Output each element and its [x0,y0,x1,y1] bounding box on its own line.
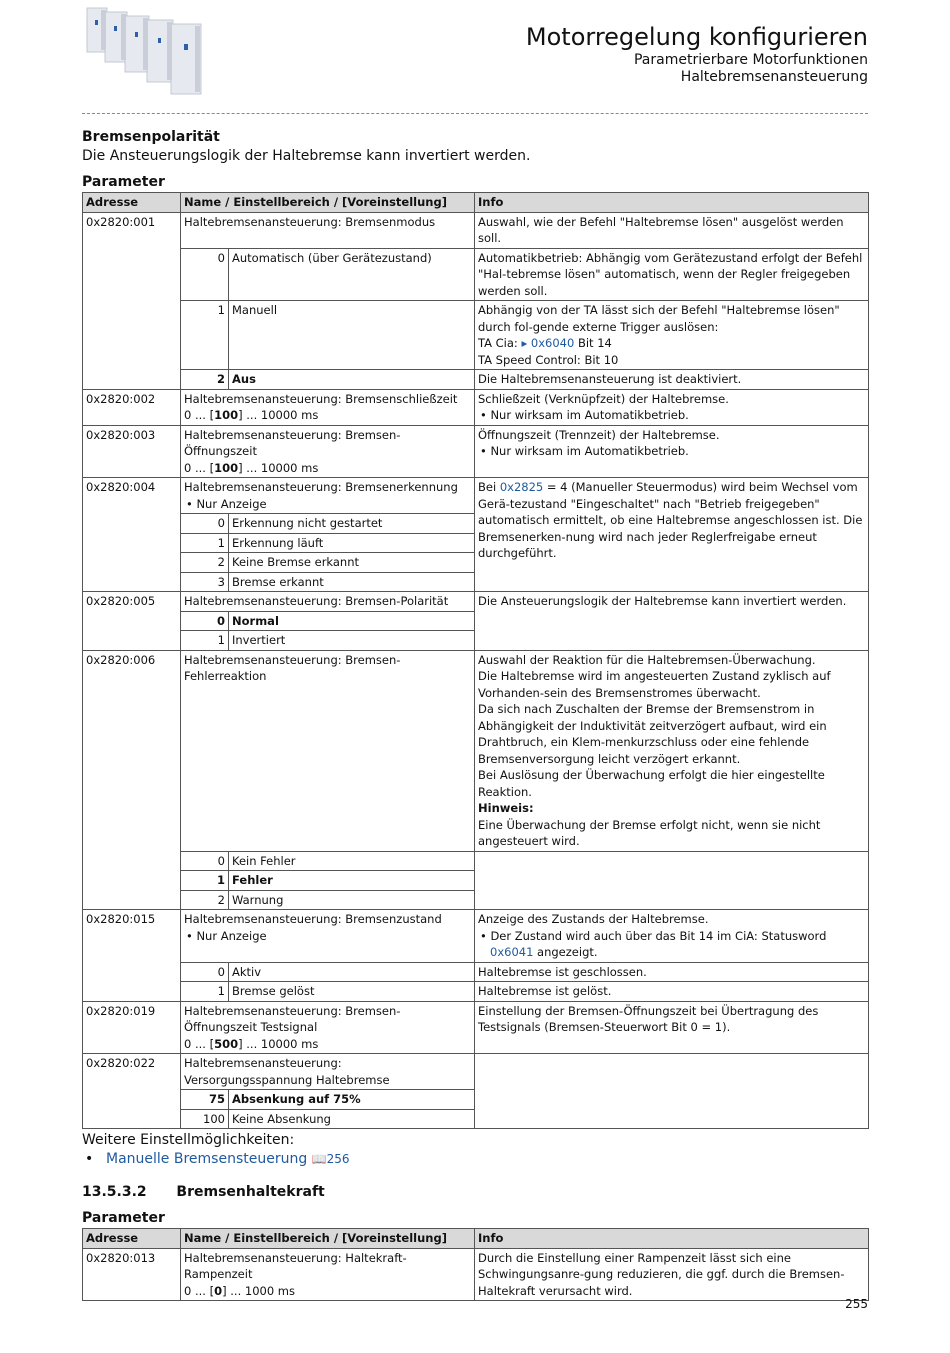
link-0x6040[interactable]: ▸ 0x6040 [521,336,575,350]
name-cell: Haltebremsenansteuerung: Bremsenmodus [181,212,475,248]
option-value: 0 [181,611,229,631]
option-label: Keine Bremse erkannt [229,553,475,573]
bit-label: Bit 14 [577,336,612,350]
table-row [83,212,869,248]
parameter-table-2 [82,1228,869,1301]
param-name: Haltebremsenansteuerung: Bremsen-Öffnungszeit Testsignal [184,1003,401,1034]
info-text: Öffnungszeit (Trennzeit) der Haltebremse. [478,427,720,442]
subsection-number: 13.5.3.2 [82,1184,147,1200]
option-value: 1 [181,631,229,651]
table-row [83,1248,869,1301]
parameter-heading: Parameter [82,1210,165,1226]
option-label: Kein Fehler [229,851,475,871]
option-info: Automatikbetrieb: Abhängig vom Gerätezustand erfolgt der Befehl "Hal-tebremse lösen" automatisch, wenn der Regler freigegeben werden soll. [475,248,869,301]
option-info: Haltebremse ist gelöst. [475,982,869,1002]
more-settings-label: Weitere Einstellmöglichkeiten: [82,1132,295,1148]
address-cell: 0x2820:013 [83,1248,181,1301]
more-settings-item [82,1150,868,1169]
option-label: Manuell [229,301,475,370]
name-bullet: • Nur Anzeige [186,928,267,943]
header-subtitle-1: Parametrierbare Motorfunktionen [633,52,868,68]
table-row [83,425,869,478]
name-cell [181,425,475,478]
name-cell [181,389,475,425]
table-row [83,1001,869,1054]
param-range: 0 ... [100] ... 10000 ms [184,408,319,422]
info-line: Da sich nach Zuschalten der Bremse der Bremsenstrom in Abhängigkeit der Induktivität zeitverzögert aufbaut, wird ein Drahtbruch, ein Klem-menkurzschluss oder eine fehlende Bremsenversorgung leicht verzögert erkannt. [478,702,827,766]
table-row [83,301,869,370]
option-label: Bremse gelöst [229,982,475,1002]
info-cell: Einstellung der Bremsen-Öffnungszeit bei Übertragung des Testsignals (Bremsen-Steuerwort Bit 0 = 1). [475,1001,869,1054]
table-header-row [83,193,869,213]
option-value: 2 [181,553,229,573]
option-value: 100 [181,1109,229,1129]
col-header-name: Name / Einstellbereich / [Voreinstellung] [181,1229,475,1249]
info-bullet: • Der Zustand wird auch über das Bit 14 im CiA: Statusword 0x6041 angezeigt. [480,928,827,959]
param-name: Haltebremsenansteuerung: Bremsen-Öffnungszeit [184,427,401,458]
col-header-address: Adresse [83,193,181,213]
option-label: Normal [229,611,475,631]
col-header-info: Info [475,193,869,213]
info-cell: Auswahl, wie der Befehl "Haltebremse lösen" ausgelöst werden soll. [475,212,869,248]
info-line: Auswahl der Reaktion für die Haltebremsen-Überwachung. [478,652,816,667]
info-cell: Bei 0x2825 = 4 (Manueller Steuermodus) wird beim Wechsel vom Gerä-tezustand "Eingeschaltet" nach "Betrieb freigegeben" automatisch ermittelt, ob eine Haltebremse angeschlossen ist. Die Bremsenerken-nung wird nach jeder Reglerfreigabe erneut durchgeführt. [475,478,869,592]
info-note-label: Hinweis: [478,801,534,815]
option-label: Warnung [229,890,475,910]
parameter-heading: Parameter [82,174,165,190]
page-header [526,22,868,86]
info-cell [475,389,869,425]
subsection-heading [82,1183,868,1202]
option-label: Automatisch (über Gerätezustand) [229,248,475,301]
option-info-empty [475,851,869,910]
book-icon: 📖 [311,1152,327,1166]
info-cell: Durch die Einstellung einer Rampenzeit lässt sich eine Schwingungsanre-gung reduzieren, die ggf. durch die Bremsen-Haltekraft verursacht wird. [475,1248,869,1301]
info-cell [475,650,869,851]
name-cell [181,478,475,514]
option-value: 1 [181,982,229,1002]
table-header-row [83,1229,869,1249]
address-cell: 0x2820:005 [83,592,181,651]
product-image [83,6,211,102]
param-name: Haltebremsenansteuerung: Bremsenschließzeit [184,391,458,406]
link-manual-brake-control[interactable]: Manuelle Bremsensteuerung [106,1151,308,1167]
header-title: Motorregelung konfigurieren [525,23,868,51]
table-row [83,370,869,390]
name-cell: Haltebremsenansteuerung: Bremsen-Polarität [181,592,475,612]
address-cell: 0x2820:015 [83,910,181,1002]
table-row [83,389,869,425]
table-row [83,910,869,963]
link-0x6041[interactable]: 0x6041 [490,945,534,959]
option-value: 0 [181,514,229,534]
param-range: 0 ... [0] ... 1000 ms [184,1283,295,1298]
option-value: 0 [181,962,229,982]
info-cell [475,425,869,478]
address-cell: 0x2820:004 [83,478,181,592]
option-info-line [478,335,865,352]
param-name: Haltebremsenansteuerung: Bremsenzustand [184,912,442,926]
name-cell [181,910,475,963]
name-cell [181,1248,475,1301]
option-value: 75 [181,1090,229,1110]
option-label: Keine Absenkung [229,1109,475,1129]
param-range: 0 ... [500] ... 10000 ms [184,1036,319,1051]
table-row [83,592,869,612]
section-text: Die Ansteuerungslogik der Haltebremse kann invertiert werden. [82,148,531,164]
param-name: Haltebremsenansteuerung: Bremsenerkennung [184,480,458,494]
table-row [83,478,869,514]
info-line: Eine Überwachung der Bremse erfolgt nicht, wenn sie nicht angesteuert wird. [478,817,821,848]
param-name: Haltebremsenansteuerung: Haltekraft-Rampenzeit [184,1250,407,1281]
option-label: Erkennung läuft [229,533,475,553]
option-value: 2 [181,370,229,390]
address-cell: 0x2820:019 [83,1001,181,1054]
param-range: 0 ... [100] ... 10000 ms [184,460,319,475]
option-info: Haltebremse ist geschlossen. [475,962,869,982]
option-label: Aktiv [229,962,475,982]
name-cell: Haltebremsenansteuerung: Versorgungsspannung Haltebremse [181,1054,475,1090]
header-subtitle-2: Haltebremsenansteuerung [680,69,868,85]
info-text: Anzeige des Zustands der Haltebremse. [478,912,709,926]
table-row [83,962,869,982]
name-cell: Haltebremsenansteuerung: Bremsen-Fehlerreaktion [181,650,475,851]
info-bullet: • Nur wirksam im Automatikbetrieb. [480,408,689,422]
section-heading: Bremsenpolarität [82,129,220,145]
option-value: 0 [181,248,229,301]
table-row [83,851,869,871]
option-info-line: TA Speed Control: Bit 10 [478,352,619,367]
parameter-table [82,192,869,1129]
address-cell: 0x2820:022 [83,1054,181,1129]
table-row [83,982,869,1002]
name-cell [181,1001,475,1054]
address-cell: 0x2820:002 [83,389,181,425]
main-content [82,128,868,1301]
ta-cia-label: TA Cia: [478,336,518,350]
info-cell: Die Ansteuerungslogik der Haltebremse kann invertiert werden. [475,592,869,651]
option-info-text: Abhängig von der TA lässt sich der Befehl "Haltebremse lösen" durch fol-gende externe Trigger auslösen: [478,303,840,334]
option-value: 3 [181,572,229,592]
option-value: 1 [181,533,229,553]
page-ref[interactable]: 256 [326,1152,350,1166]
option-info [475,301,869,370]
name-bullet: • Nur Anzeige [186,496,267,511]
info-line: Die Haltebremse wird im angesteuerten Zustand zyklisch auf Vorhanden-sein des Bremsenstromes überwacht. [478,669,831,700]
subsection-title: Bremsenhaltekraft [176,1184,325,1200]
option-label: Invertiert [229,631,475,651]
page-number: 255 [845,1297,868,1311]
table-row [83,1054,869,1090]
option-value: 2 [181,890,229,910]
address-cell: 0x2820:006 [83,650,181,910]
header-divider [82,113,868,114]
option-label: Absenkung auf 75% [229,1090,475,1110]
info-line: Bei Auslösung der Überwachung erfolgt die hier eingestellte Reaktion. [478,768,825,799]
address-cell: 0x2820:001 [83,212,181,389]
link-text[interactable]: 0x6040 [530,336,575,350]
option-label: Aus [229,370,475,390]
info-cell [475,910,869,963]
table-row [83,650,869,851]
link-0x2825[interactable]: 0x2825 [499,480,544,494]
col-header-name: Name / Einstellbereich / [Voreinstellung] [181,193,475,213]
info-text: Schließzeit (Verknüpfzeit) der Haltebremse. [478,391,729,406]
option-label: Fehler [229,871,475,891]
col-header-address: Adresse [83,1229,181,1249]
address-cell: 0x2820:003 [83,425,181,478]
option-label: Erkennung nicht gestartet [229,514,475,534]
option-info: Die Haltebremsenansteuerung ist deaktiviert. [475,370,869,390]
table-row [83,248,869,301]
option-label: Bremse erkannt [229,572,475,592]
info-bullet: • Nur wirksam im Automatikbetrieb. [480,444,689,458]
option-value: 1 [181,871,229,891]
option-value: 0 [181,851,229,871]
info-cell-empty [475,1054,869,1129]
col-header-info: Info [475,1229,869,1249]
option-value: 1 [181,301,229,370]
